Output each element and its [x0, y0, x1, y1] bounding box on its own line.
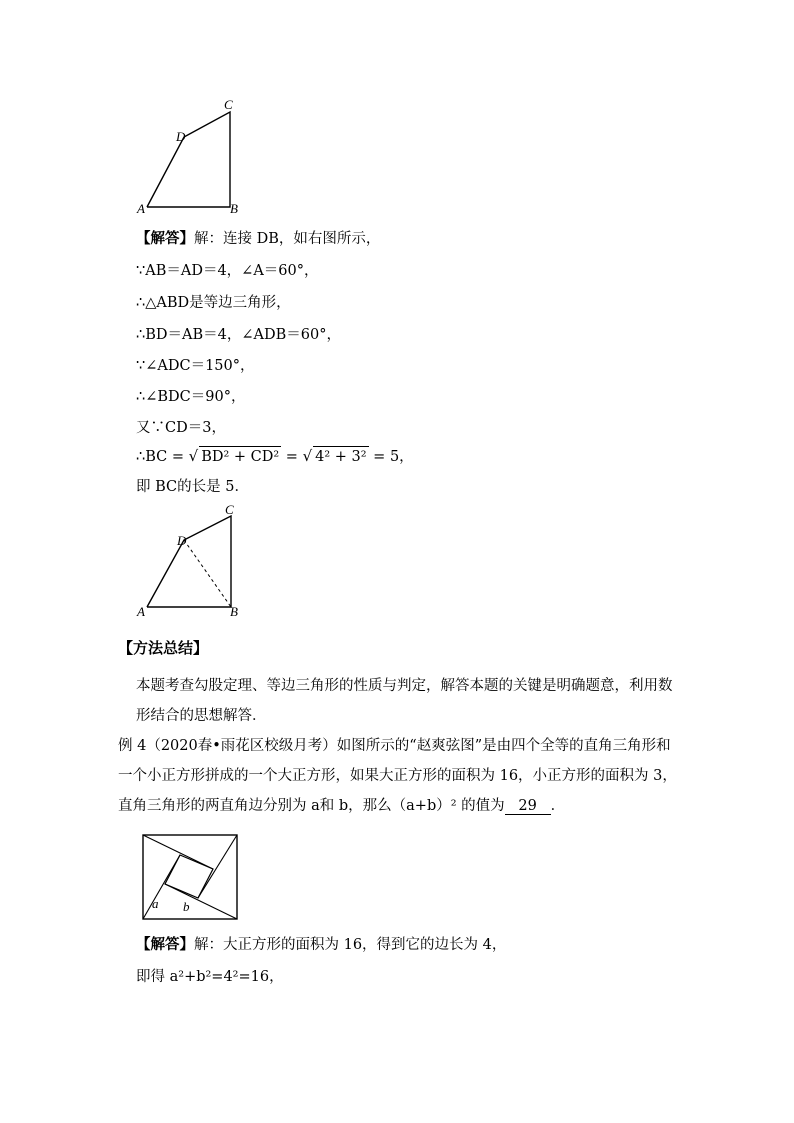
radical-1: BD² + CD² — [199, 446, 281, 467]
solution4-line-2: 即得 a²+b²=4²=16， — [136, 969, 284, 985]
quad-outline — [147, 112, 230, 207]
solution-line-8: ∴BC = √ BD² + CD² = √ 4² + 3² = 5， — [136, 447, 414, 465]
radical-2: 4² + 3² — [313, 446, 368, 467]
label-b: b — [183, 899, 190, 914]
answer-tag: 【解答】 — [136, 231, 194, 247]
solution-line-1: 【解答】解：连接 DB，如右图所示， — [136, 231, 381, 247]
label-a: A — [137, 604, 145, 619]
segment-3 — [165, 884, 237, 919]
diagonal-db — [184, 540, 231, 607]
inner-square — [165, 855, 213, 898]
label-c: C — [225, 502, 234, 517]
solution-line-5: ∵∠ADC＝150°， — [136, 358, 255, 374]
solution-line-3: ∴△ABD是等边三角形， — [136, 295, 291, 311]
label-a: A — [137, 201, 145, 216]
label-d: D — [176, 129, 186, 144]
label-d: D — [177, 533, 187, 548]
method-heading: 【方法总结】 — [118, 639, 209, 657]
segment-4 — [143, 855, 180, 919]
figure-quadrilateral-connected — [130, 500, 250, 625]
figure-zhao-shuang — [138, 832, 242, 922]
segment-2 — [198, 835, 237, 898]
solution-line-4: ∴BD＝AB＝4，∠ADB＝60°， — [136, 327, 341, 343]
solution-line-2: ∵AB＝AD＝4，∠A＝60°， — [136, 263, 319, 279]
method-body: 本题考查勾股定理、等边三角形的性质与判定，解答本题的关键是明确题意，利用数形结合的思想解答． — [136, 678, 673, 724]
solution-line-6: ∴∠BDC＝90°， — [136, 389, 246, 405]
label-b: B — [230, 604, 238, 619]
solution4-line-1: 【解答】解：大正方形的面积为 16，得到它的边长为 4， — [136, 937, 507, 953]
label-a: a — [152, 896, 159, 911]
answer-blank: 29 — [505, 798, 551, 815]
solution-line-9: 即 BC的长是 5． — [136, 479, 249, 495]
example-4: 例 4（2020春•雨花区校级月考）如图所示的“赵爽弦图”是由四个全等的直角三角形和一个小正方形拼成的一个大正方形，如果大正方形的面积为 16，小正方形的面积为 3，直角三角形的两直角边分别为 a和 b，那么（a+b）² 的值为 29 ． — [118, 738, 677, 814]
label-b: B — [230, 201, 238, 216]
quad-outline — [147, 516, 231, 607]
figure-quadrilateral — [130, 95, 250, 220]
solution-line-7: 又∵CD＝3， — [136, 420, 226, 436]
segment-1 — [143, 835, 213, 869]
answer-tag: 【解答】 — [136, 937, 194, 953]
label-c: C — [224, 97, 233, 112]
